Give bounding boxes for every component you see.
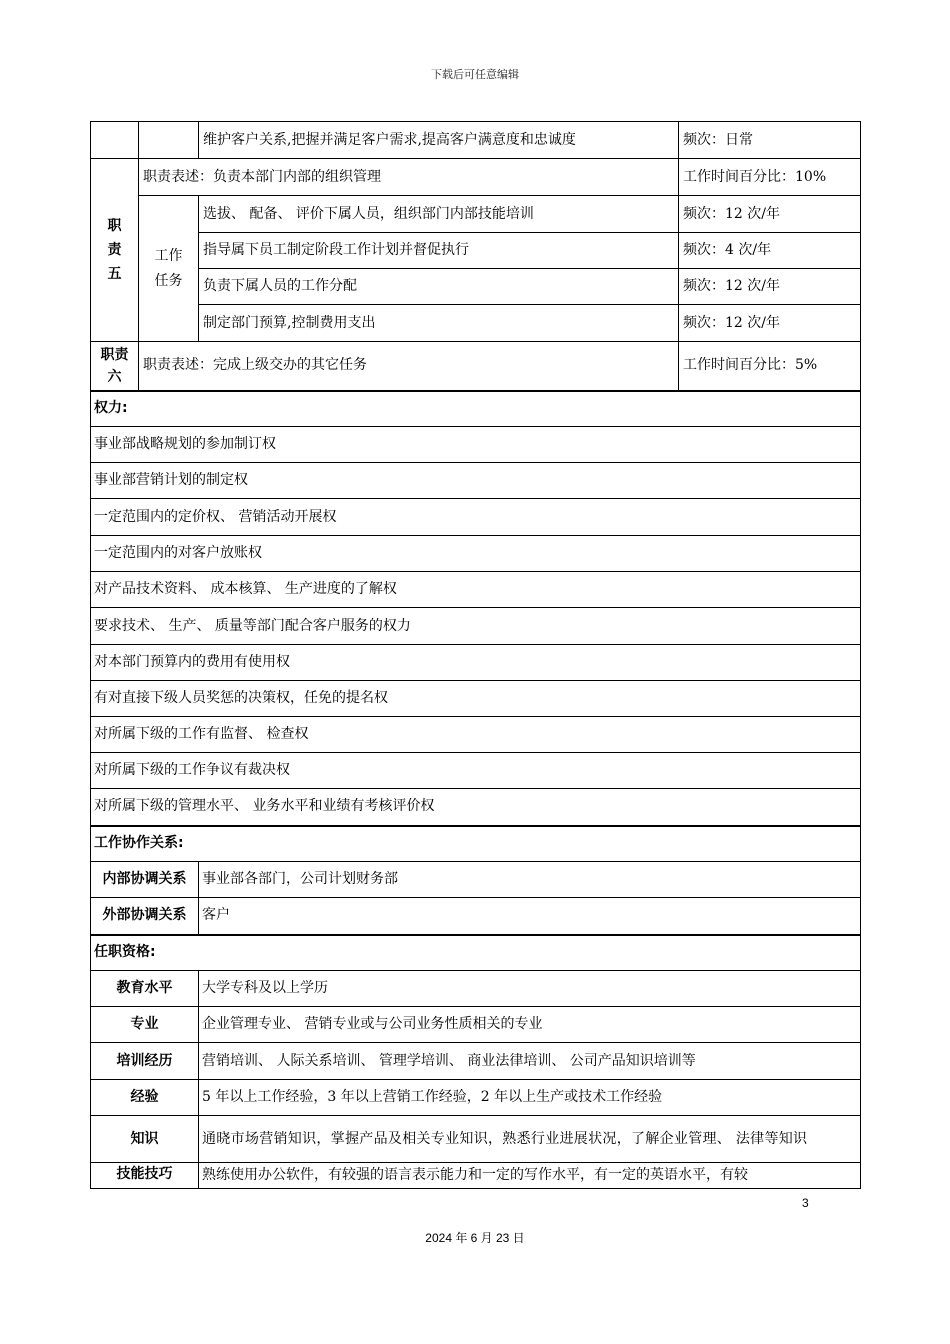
duty5-desc-row [91, 159, 861, 196]
qualification-row [91, 1116, 861, 1163]
duty5-task-frequency: 频次：12 次/年 [679, 269, 861, 305]
power-row [91, 681, 861, 717]
cooperation-title: 工作协作关系: [91, 826, 861, 862]
qualification-label: 专业 [91, 1007, 199, 1043]
power-row [91, 536, 861, 572]
power-item: 事业部战略规划的参加制订权 [91, 427, 861, 463]
qualification-value: 企业管理专业、 营销专业或与公司业务性质相关的专业 [199, 1007, 861, 1043]
duty5-task-text: 选拔、 配备、 评价下属人员，组织部门内部技能培训 [199, 196, 679, 233]
power-item: 对产品技术资料、 成本核算、 生产进度的了解权 [91, 572, 861, 608]
duty5-description: 职责表述：负责本部门内部的组织管理 [139, 159, 679, 196]
qualification-row [91, 1007, 861, 1043]
qualification-label: 培训经历 [91, 1043, 199, 1080]
duty5-task-frequency: 频次：4 次/年 [679, 233, 861, 269]
power-item: 对所属下级的工作有监督、 检查权 [91, 717, 861, 753]
qualification-label: 知识 [91, 1116, 199, 1163]
header-note: 下载后可任意编辑 [431, 68, 519, 81]
qualifications-title: 任职资格: [91, 935, 861, 971]
job-description-table [90, 121, 861, 1189]
internal-coordination-row [91, 862, 861, 898]
duty5-task-row [91, 196, 861, 233]
qualification-value: 5 年以上工作经验，3 年以上营销工作经验，2 年以上生产或技术工作经验 [199, 1080, 861, 1116]
power-row [91, 789, 861, 826]
duty6-row [91, 342, 861, 391]
duty6-percent: 工作时间百分比：5% [679, 342, 861, 391]
power-row [91, 753, 861, 789]
powers-title: 权力: [91, 391, 861, 427]
power-item: 对本部门预算内的费用有使用权 [91, 645, 861, 681]
duty5-task-frequency: 频次：12 次/年 [679, 305, 861, 342]
qualification-row [91, 1080, 861, 1116]
power-row [91, 463, 861, 499]
qualifications-header-row [91, 935, 861, 971]
external-coordination-value: 客户 [199, 898, 861, 935]
power-row [91, 717, 861, 753]
page-number: 3 [802, 1196, 809, 1210]
duty4-label-cell [91, 122, 139, 159]
power-item: 事业部营销计划的制定权 [91, 463, 861, 499]
duty5-task-frequency: 频次：12 次/年 [679, 196, 861, 233]
power-item: 对所属下级的管理水平、 业务水平和业绩有考核评价权 [91, 789, 861, 826]
power-row [91, 427, 861, 463]
power-row [91, 645, 861, 681]
qualification-value: 营销培训、 人际关系培训、 管理学培训、 商业法律培训、 公司产品知识培训等 [199, 1043, 861, 1080]
power-item: 一定范围内的定价权、 营销活动开展权 [91, 499, 861, 536]
qualification-label: 经验 [91, 1080, 199, 1116]
duty4-task-text: 维护客户关系,把握并满足客户需求,提高客户满意度和忠诚度 [199, 122, 679, 159]
power-item: 一定范围内的对客户放账权 [91, 536, 861, 572]
duty5-task-row [91, 233, 861, 269]
power-row [91, 499, 861, 536]
duty4-task-row [91, 122, 861, 159]
power-item: 有对直接下级人员奖惩的决策权，任免的提名权 [91, 681, 861, 717]
external-coordination-label: 外部协调关系 [91, 898, 199, 935]
qualification-row [91, 1163, 861, 1189]
internal-coordination-value: 事业部各部门，公司计划财务部 [199, 862, 861, 898]
cooperation-header-row [91, 826, 861, 862]
power-item: 要求技术、 生产、 质量等部门配合客户服务的权力 [91, 608, 861, 645]
duty4-task-label-cell [139, 122, 199, 159]
duty5-task-text: 负责下属人员的工作分配 [199, 269, 679, 305]
duty6-description: 职责表述：完成上级交办的其它任务 [139, 342, 679, 391]
duty5-task-text: 指导属下员工制定阶段工作计划并督促执行 [199, 233, 679, 269]
qualification-value: 大学专科及以上学历 [199, 971, 861, 1007]
powers-header-row [91, 391, 861, 427]
power-row [91, 572, 861, 608]
qualification-value: 熟练使用办公软件，有较强的语言表示能力和一定的写作水平，有一定的英语水平，有较 [199, 1163, 861, 1189]
power-row [91, 608, 861, 645]
qualification-row [91, 1043, 861, 1080]
duty5-percent: 工作时间百分比：10% [679, 159, 861, 196]
qualification-label: 技能技巧 [91, 1163, 199, 1189]
qualification-row [91, 971, 861, 1007]
duty5-task-row [91, 305, 861, 342]
duty6-label: 职责 六 [91, 342, 139, 391]
duty5-task-text: 制定部门预算,控制费用支出 [199, 305, 679, 342]
internal-coordination-label: 内部协调关系 [91, 862, 199, 898]
qualification-value: 通晓市场营销知识，掌握产品及相关专业知识，熟悉行业进展状况，了解企业管理、 法律等知识 [199, 1116, 861, 1163]
qualification-label: 教育水平 [91, 971, 199, 1007]
footer-date: 2024 年 6 月 23 日 [425, 1231, 525, 1245]
duty5-task-row [91, 269, 861, 305]
duty5-label: 职 责 五 [91, 159, 139, 342]
power-item: 对所属下级的工作争议有裁决权 [91, 753, 861, 789]
duty4-task-frequency: 频次：日常 [679, 122, 861, 159]
external-coordination-row [91, 898, 861, 935]
duty5-task-label: 工作 任务 [139, 196, 199, 342]
